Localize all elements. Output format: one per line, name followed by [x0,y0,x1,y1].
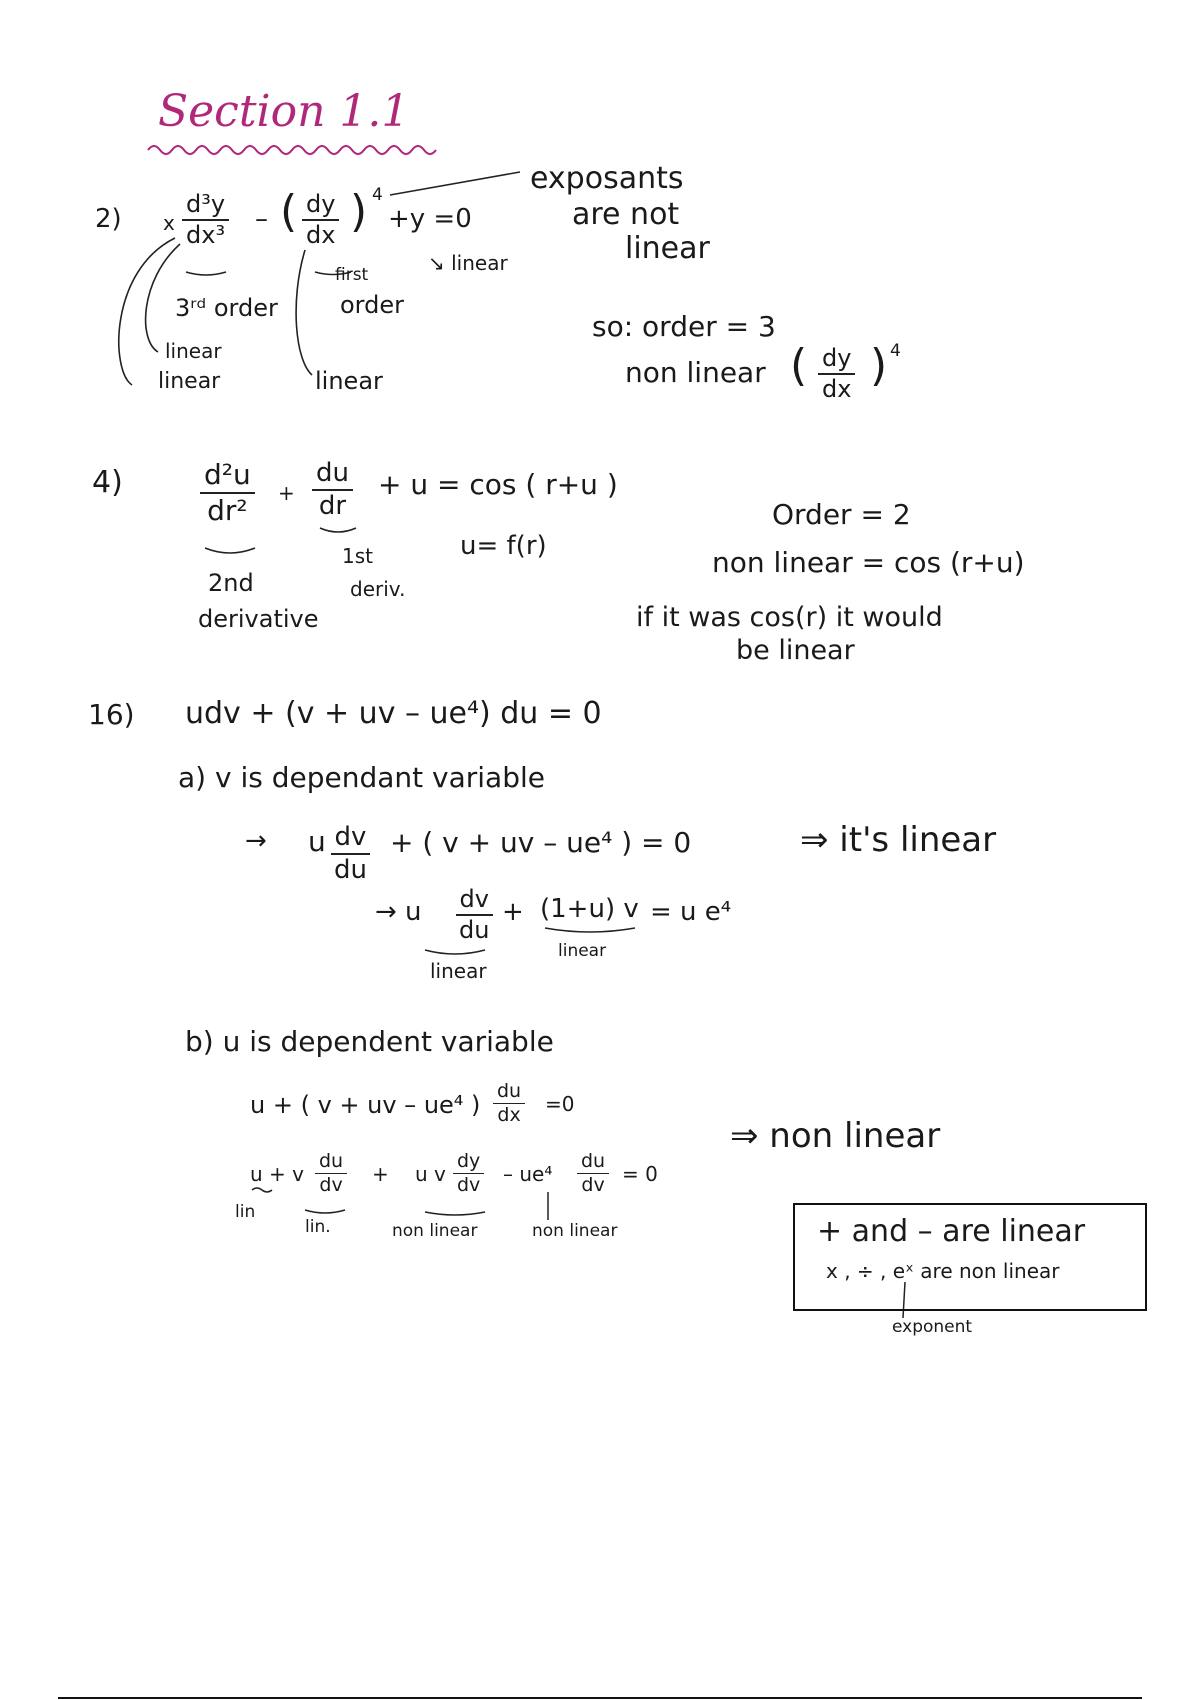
p2-plus-y: +y =0 [388,204,472,234]
part-a2-plus: + [502,897,524,927]
linear-brace-2 [545,928,635,932]
part-a-dv: dv [331,822,371,855]
p2-d3y: d³y [182,190,229,221]
part-b-du: du [493,1080,525,1104]
part-b-non-linear: ⇒ non linear [730,1116,941,1156]
second-derivative-brace [205,548,255,553]
part-a-label: a) v is dependant variable [178,761,545,794]
part-a2-term: (1+u) v [540,894,639,924]
part-a2-dv: dv [456,885,493,916]
part-a-its-linear: ⇒ it's linear [800,820,997,860]
part-b-eq-right: =0 [545,1092,575,1116]
p4-du: du [312,458,353,491]
p2-open-paren: ( [280,186,298,237]
note-are-not: are not [572,197,680,232]
linear-arc-right [296,250,312,375]
p2-third-derivative [182,190,229,250]
concl-close-paren: ) [870,340,888,391]
part-b2-eq: = 0 [622,1162,658,1186]
p4-derivative: derivative [198,605,319,633]
part-a-arrow: → [245,826,267,856]
part-b2-dv2: dv [457,1173,481,1196]
third-order: 3ʳᵈ order [175,294,278,322]
part-b2-term1 [315,1150,347,1197]
note-linear: linear [625,231,710,266]
part-b-label: b) u is dependent variable [185,1025,554,1058]
linear-inner: linear [165,339,222,363]
part-a-rest: + ( v + uv – ue⁴ ) = 0 [390,826,692,859]
p4-rhs: + u = cos ( r+u ) [378,468,618,501]
part-b2-dv3: dv [581,1173,605,1196]
p4-non-linear: non linear = cos (r+u) [712,546,1025,579]
first-label: first [335,265,369,285]
part-b2-term3 [577,1150,609,1197]
p4-plus: + [278,481,295,505]
part-a-derivative [330,822,371,886]
p4-deriv: deriv. [350,577,406,601]
order-label: order [340,291,404,319]
problem-4-number: 4) [92,465,123,500]
summary-line-1: + and – are linear [817,1214,1086,1249]
p4-dr: dr [318,491,347,522]
summary-line-2: x , ÷ , eˣ are non linear [826,1259,1060,1283]
p2-first-derivative [302,190,339,250]
concl-open-paren: ( [790,340,808,391]
p4-second-derivative [200,458,255,527]
part-a-du: du [334,855,367,886]
part-b2-nonlin-2: non linear [532,1221,618,1241]
problem-16-number: 16) [88,698,135,731]
title-wavy-underline [148,146,436,154]
p2-power-4: 4 [372,185,383,205]
p4-order-2: Order = 2 [772,498,911,531]
page-title: Section 1.1 [158,86,410,137]
part-b2-plus: + [372,1162,389,1186]
part-b2-uv: u v [415,1162,446,1186]
p4-first-derivative [312,458,353,522]
concl-dy: dy [818,344,855,375]
part-a2-derivative [455,885,493,945]
part-a-u: u [308,825,326,858]
part-b-eq-left: u + ( v + uv – ue⁴ ) [250,1091,481,1119]
p16-equation: udv + (v + uv – ue⁴) du = 0 [185,696,602,731]
non-linear-label: non linear [625,356,766,389]
p2-x: x [163,211,175,235]
part-b2-lin-1: lin [235,1202,256,1222]
part-a2-linear-2: linear [558,941,607,961]
third-order-brace [186,272,226,275]
part-a2-linear-1: linear [430,959,487,983]
linear-brace-1 [425,950,485,954]
part-a2-rhs: = u e⁴ [650,897,732,927]
part-b2-minus: – ue⁴ [503,1162,553,1186]
part-b-dx: dx [497,1103,521,1126]
p2-dx: dx [306,220,336,249]
linear-right: linear [315,367,383,395]
conclusion-derivative [818,344,855,404]
concl-dx: dx [822,374,852,403]
exponent-pointer-line [390,172,520,195]
part-b2-du1: du [315,1150,347,1174]
part-b-derivative [493,1080,525,1127]
part-b2-nonlin-1: non linear [392,1221,478,1241]
p4-1st: 1st [342,544,373,568]
problem-2-number: 2) [95,204,122,234]
p2-close-paren: ) [350,186,368,237]
p2-dx3: dx³ [186,220,226,249]
lin-brace-2 [305,1210,345,1213]
lin-tilde-1 [252,1188,272,1192]
p4-if-was: if it was cos(r) it would [636,602,943,633]
part-b2-u-v: u + v [250,1162,304,1186]
note-exposants: exposants [530,161,684,196]
p2-minus: – [255,204,268,234]
part-b2-dv1: dv [319,1173,343,1196]
p4-dr2: dr² [207,493,248,527]
nonlin-brace-1 [425,1212,485,1215]
p4-u-eq-f: u= f(r) [460,531,547,561]
part-b2-dy: dy [453,1150,484,1174]
arrow-linear: ↘ linear [428,251,508,275]
p4-be-linear: be linear [736,635,855,666]
part-b2-lin-2: lin. [305,1217,331,1237]
part-a2-arrow-u: → u [375,897,422,927]
p4-2nd: 2nd [208,569,254,597]
part-b2-du3: du [577,1150,609,1174]
so-order-3: so: order = 3 [592,310,776,343]
first-derivative-brace [320,528,356,532]
exponent-label: exponent [892,1317,973,1337]
p2-dy: dy [302,190,339,221]
bottom-rule [58,1697,1142,1699]
part-a2-du: du [459,915,490,944]
p4-d2u: d²u [200,458,255,494]
part-b2-term2 [453,1150,484,1197]
concl-power-4: 4 [890,341,901,361]
linear-outer: linear [158,369,221,394]
